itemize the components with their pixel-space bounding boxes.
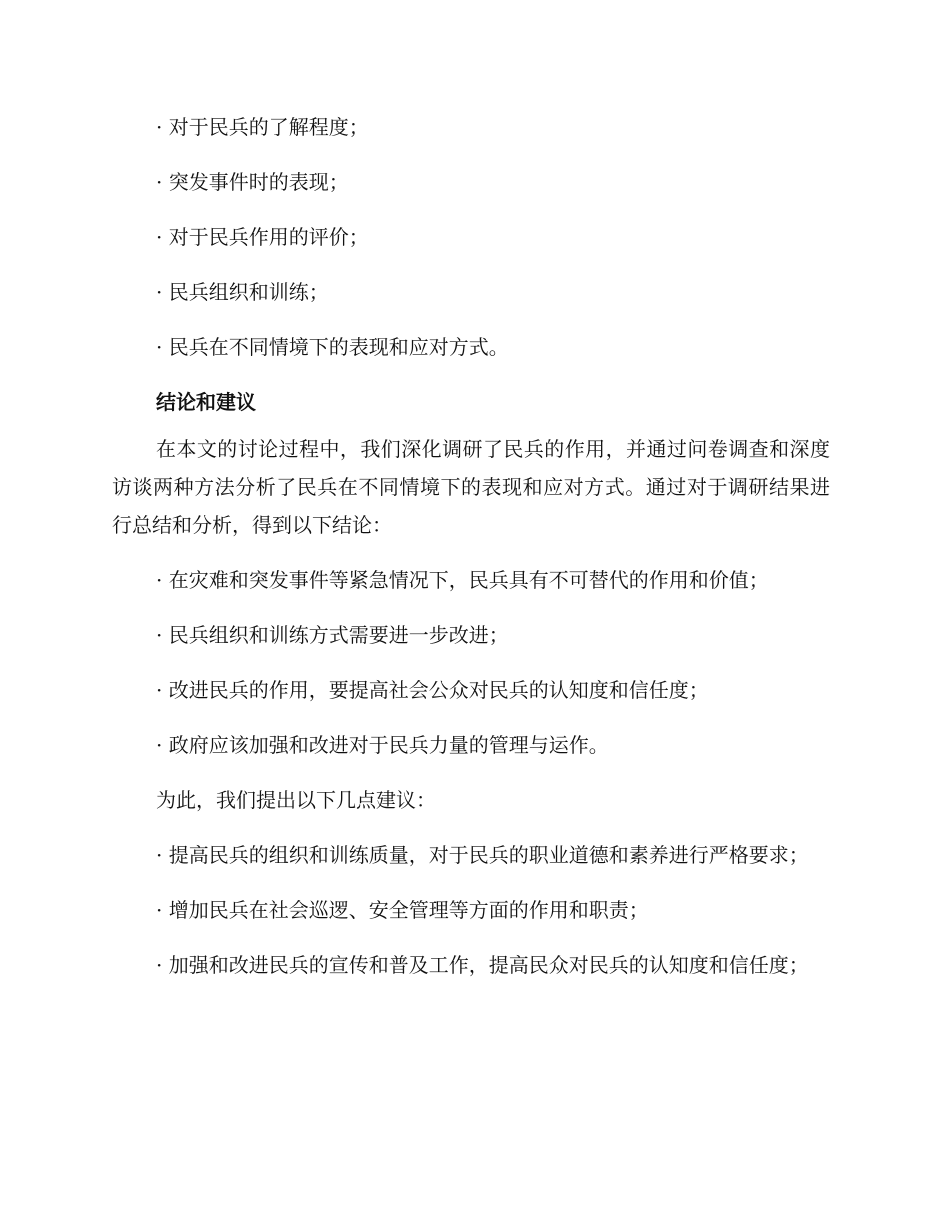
bullet-item: · 对于民兵作用的评价；	[156, 225, 369, 249]
section-heading: 结论和建议	[156, 390, 256, 414]
bullet-item: · 民兵在不同情境下的表现和应对方式。	[156, 335, 509, 359]
conclusion-item: · 改进民兵的作用，要提高社会公众对民兵的认知度和信任度；	[156, 678, 709, 702]
conclusion-item: · 在灾难和突发事件等紧急情况下，民兵具有不可替代的作用和价值；	[156, 568, 769, 592]
suggestion-item: · 加强和改进民兵的宣传和普及工作，提高民众对民兵的认知度和信任度；	[156, 953, 809, 977]
body-paragraph: 为此，我们提出以下几点建议：	[156, 788, 436, 812]
bullet-item: · 对于民兵的了解程度；	[156, 115, 369, 139]
bullet-item: · 突发事件时的表现；	[156, 170, 349, 194]
bullet-item: · 民兵组织和训练；	[156, 280, 329, 304]
suggestion-item: · 提高民兵的组织和训练质量，对于民兵的职业道德和素养进行严格要求；	[156, 843, 809, 867]
conclusion-item: · 民兵组织和训练方式需要进一步改进；	[156, 623, 509, 647]
body-paragraph: 在本文的讨论过程中，我们深化调研了民兵的作用，并通过问卷调查和深度访谈两种方法分析了民兵在不同情境下的表现和应对方式。通过对于调研结果进行总结和分析，得到以下结论：	[112, 437, 830, 537]
conclusion-item: · 政府应该加强和改进对于民兵力量的管理与运作。	[156, 733, 609, 757]
document-page	[112, 108, 830, 1001]
suggestion-item: · 增加民兵在社会巡逻、安全管理等方面的作用和职责；	[156, 898, 649, 922]
